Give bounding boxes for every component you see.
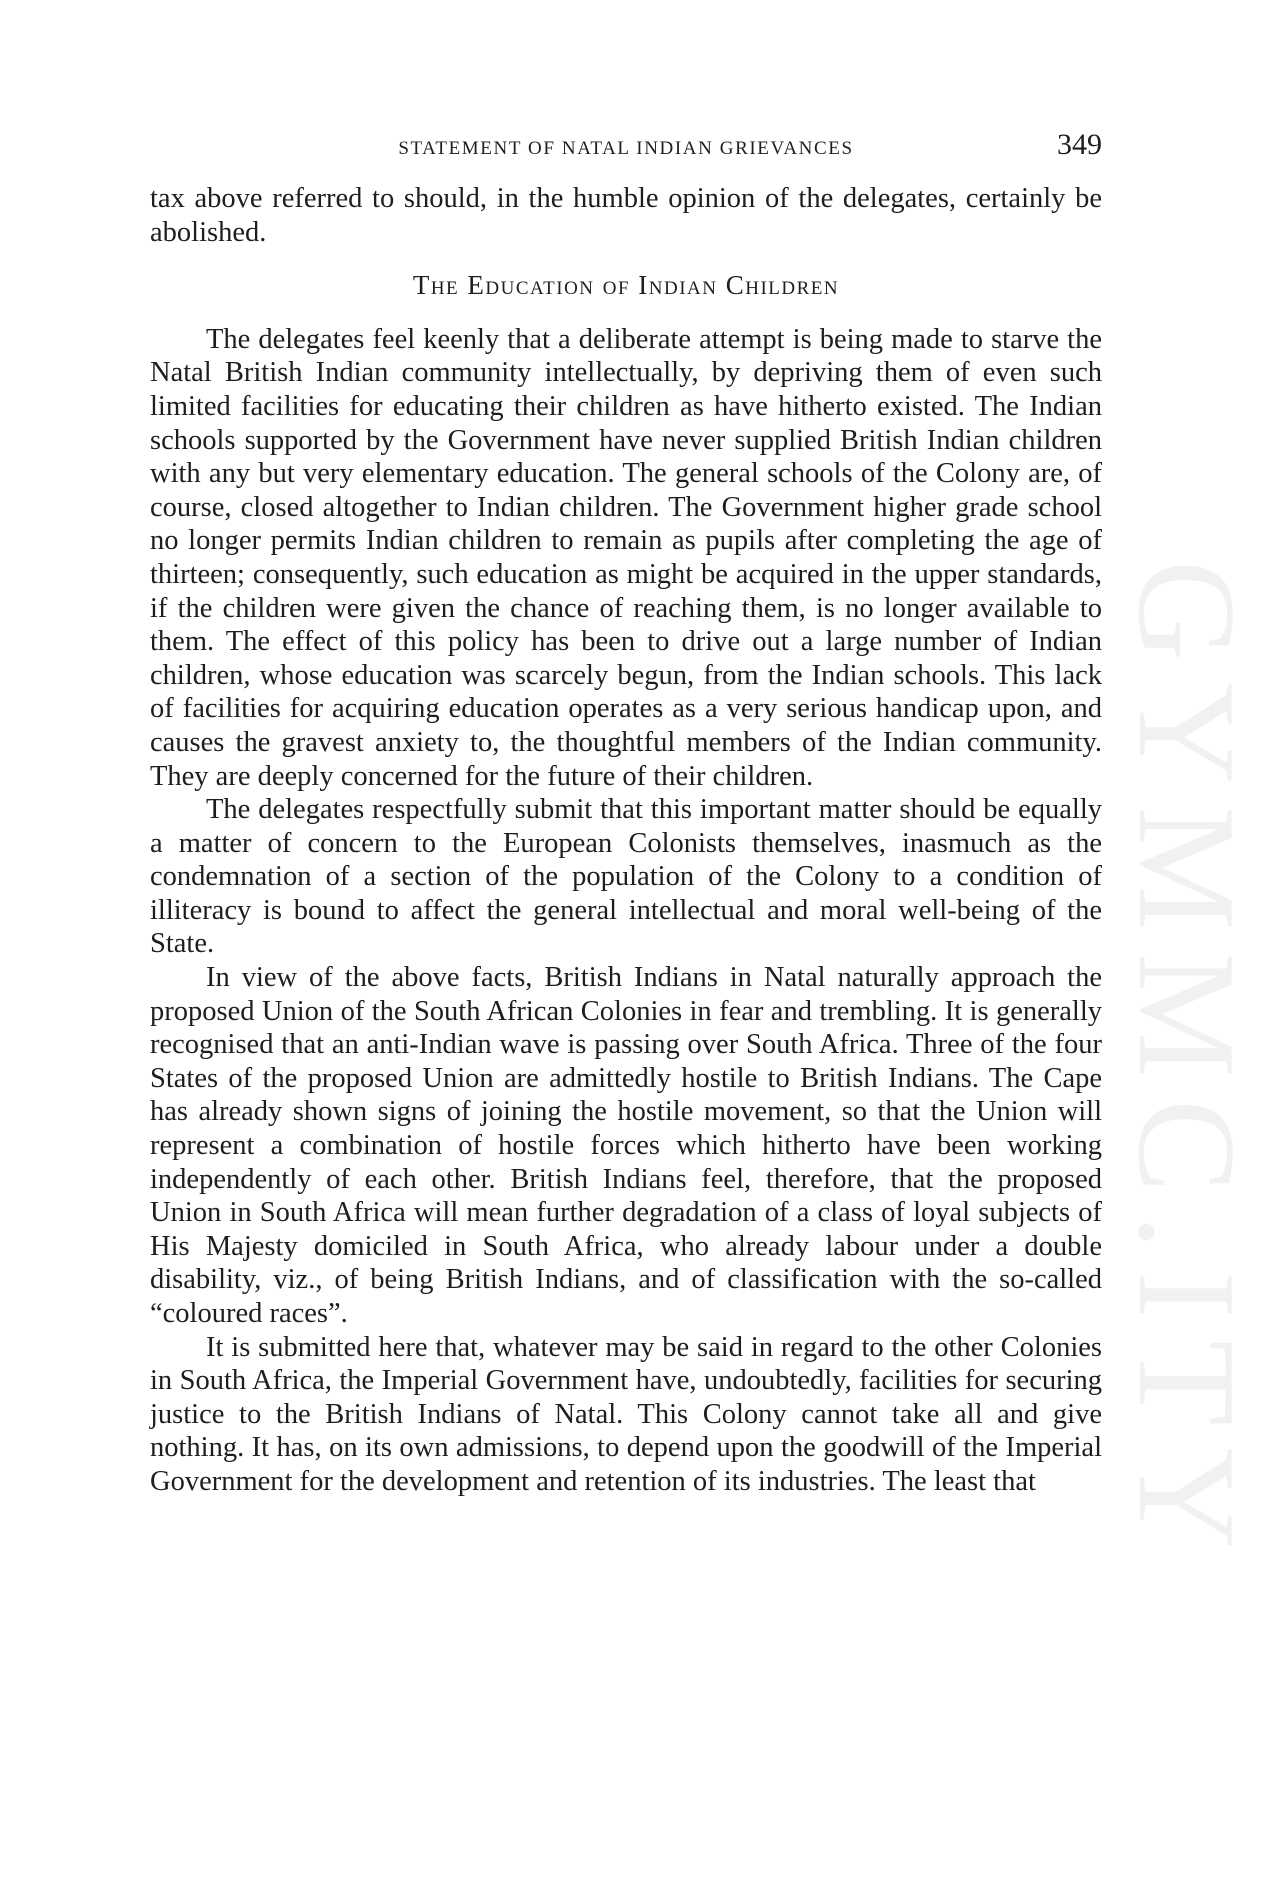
watermark: GYMMC.ITY [1109,560,1264,1571]
paragraph: It is submitted here that, whatever may be said in regard to the other Colonies in South Africa, the Imperial Government have, undoubtedly, facilities for securing justice to the British Indians of Natal. This Colony cannot take all and give nothing. It has, on its own admissions, to depend upon the goodwill of the Imperial Government for the development and retention of its industries. The least that [150,1331,1102,1497]
book-page [150,128,1102,1499]
running-head [150,128,1102,162]
running-title: STATEMENT OF NATAL INDIAN GRIEVANCES [398,138,854,159]
paragraph: In view of the above facts, British Indians in Natal naturally approach the proposed Union of the South African Colonies in fear and trembling. It is generally recognised that an anti-Indian wave is passing over South Africa. Three of the four States of the proposed Union are admittedly hostile to British Indians. The Cape has already shown signs of joining the hostile movement, so that the Union will represent a combination of hostile forces which hitherto have been working independently of each other. British Indians feel, therefore, that the proposed Union in South Africa will mean further degradation of a class of loyal subjects of His Majesty domiciled in South Africa, who already labour under a double disability, viz., of being British Indians, and of classification with the so-called “coloured races”. [150,962,1102,1329]
body-text [150,182,1102,1499]
paragraph: The delegates feel keenly that a deliberate attempt is being made to starve the Natal British Indian community intellectually, by depriving them of even such limited facilities for educating their children as have hitherto existed. The Indian schools supported by the Government have never supplied British Indian children with any but very elementary education. The general schools of the Colony are, of course, closed altogether to Indian children. The Government higher grade school no longer permits Indian children to remain as pupils after completing the age of thirteen; consequently, such education as might be acquired in the upper standards, if the children were given the chance of reaching them, is no longer available to them. The effect of this policy has been to drive out a large number of Indian children, whose education was scarcely begun, from the Indian schools. This lack of facilities for acquiring education operates as a very serious handicap upon, and causes the gravest anxiety to, the thoughtful members of the Indian community. They are deeply concerned for the future of their children. [150,323,1102,792]
continuation-paragraph: tax above referred to should, in the humble opinion of the delegates, certainly be abolished. [150,183,1102,248]
page-number: 349 [1057,128,1102,161]
section-heading: The Education of Indian Children [412,270,840,301]
paragraph: The delegates respectfully submit that this important matter should be equally a matter of concern to the European Colonists themselves, inasmuch as the condemnation of a section of the population of the Colony to a condition of illiteracy is bound to affect the general intellectual and moral well-being of the State. [150,794,1102,960]
